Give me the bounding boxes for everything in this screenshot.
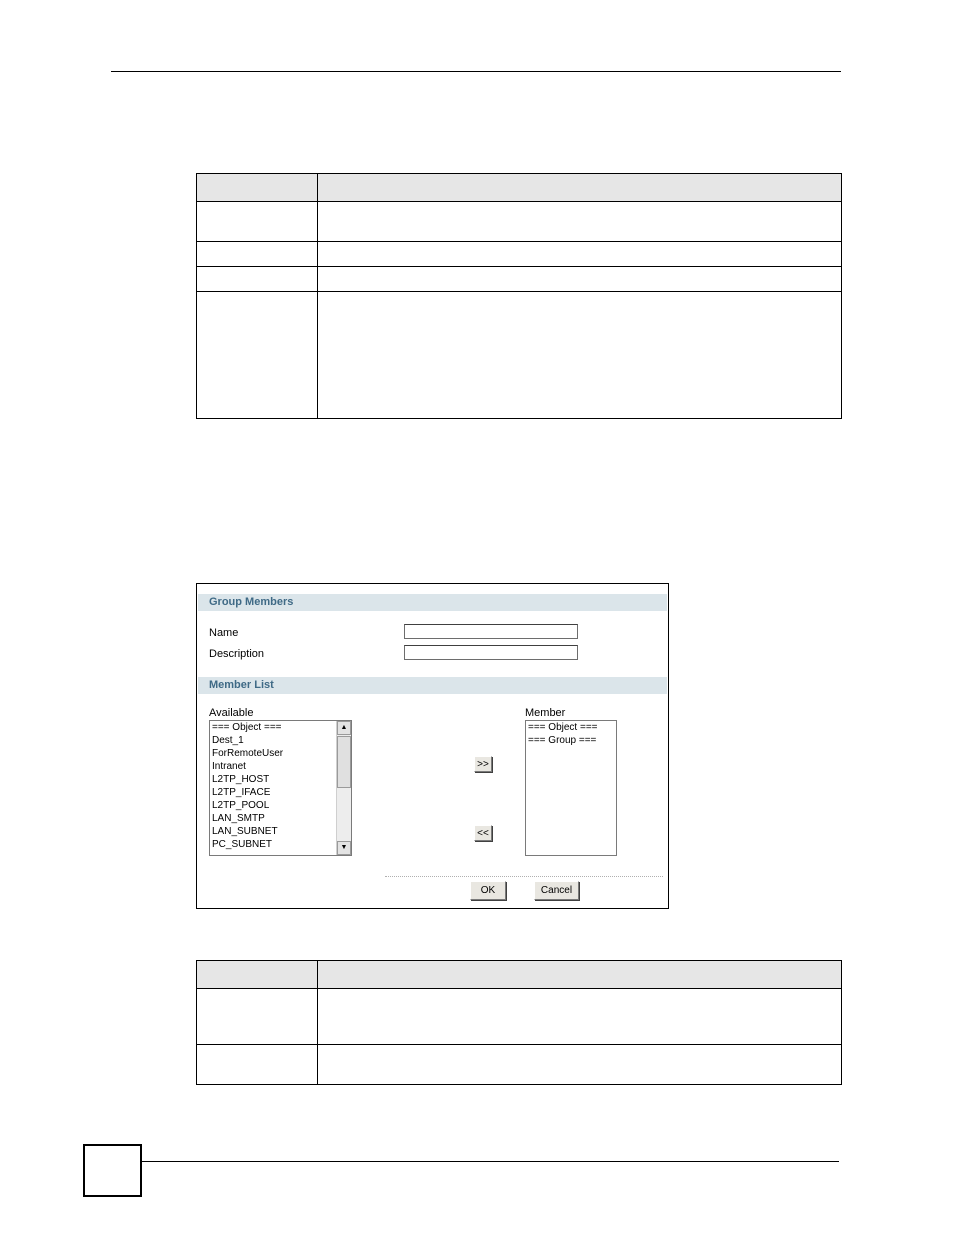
table-row [197, 292, 842, 419]
description-input[interactable] [404, 645, 578, 660]
list-item[interactable]: === Object === [528, 722, 598, 733]
list-item[interactable]: L2TP_POOL [212, 800, 270, 811]
table-header-row [197, 961, 842, 989]
list-item[interactable]: L2TP_IFACE [212, 787, 271, 798]
table-row [197, 242, 842, 267]
list-item[interactable]: === Group === [528, 735, 597, 746]
group-members-section-title: Group Members [198, 594, 667, 611]
list-item[interactable]: L2TP_HOST [212, 774, 270, 785]
member-items [526, 721, 616, 747]
table-row [197, 267, 842, 292]
ok-button[interactable]: OK [470, 881, 506, 900]
available-listbox[interactable] [209, 720, 352, 856]
add-member-button[interactable]: >> [474, 756, 492, 772]
member-list-section-title: Member List [198, 677, 667, 694]
list-item[interactable]: LAN_SMTP [212, 813, 265, 824]
list-item[interactable]: Intranet [212, 761, 246, 772]
list-item[interactable]: ForRemoteUser [212, 748, 284, 759]
group-members-screenshot [196, 583, 669, 909]
button-divider [385, 876, 663, 877]
table-upper [196, 173, 842, 419]
remove-member-button[interactable]: << [474, 825, 492, 841]
table-row [197, 989, 842, 1045]
table-header-row [197, 174, 842, 202]
name-input[interactable] [404, 624, 578, 639]
name-label: Name [209, 627, 239, 639]
table-row [197, 1045, 842, 1085]
scroll-down-icon[interactable]: ▼ [337, 841, 351, 855]
list-item[interactable]: === Object === [212, 722, 282, 733]
list-item[interactable]: PC_SUBNET [212, 839, 273, 850]
description-label: Description [209, 648, 265, 660]
available-items [210, 721, 351, 851]
available-scrollbar[interactable] [336, 721, 351, 855]
cancel-button[interactable]: Cancel [534, 881, 579, 900]
header-rule [111, 71, 841, 72]
list-item[interactable]: Dest_1 [212, 735, 244, 746]
table-row [197, 202, 842, 242]
available-label: Available [209, 707, 254, 719]
scroll-up-icon[interactable]: ▲ [337, 721, 351, 735]
scroll-thumb[interactable] [337, 736, 351, 788]
table-lower [196, 960, 842, 1085]
page-number-box [83, 1144, 142, 1197]
member-listbox[interactable] [525, 720, 617, 856]
footer-rule [140, 1161, 839, 1162]
member-label: Member [525, 707, 566, 719]
list-item[interactable]: LAN_SUBNET [212, 826, 278, 837]
